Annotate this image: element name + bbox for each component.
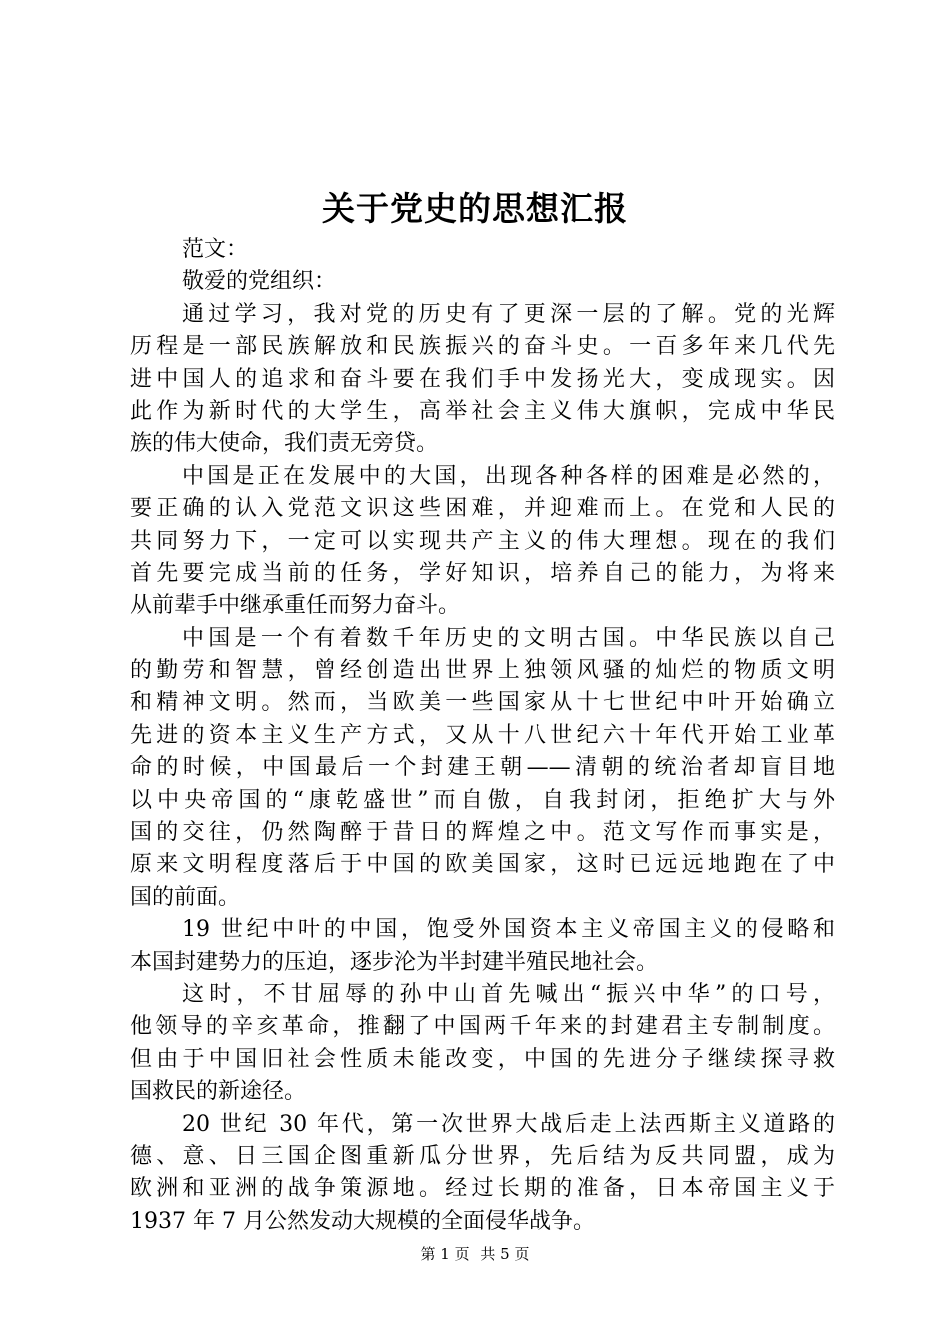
paragraph-line: 历程是一部民族解放和民族振兴的奋斗史。一百多年来几代先 <box>130 334 835 360</box>
paragraph-line: 国的交往，仍然陶醉于昔日的辉煌之中。范文写作而事实是， <box>130 820 835 846</box>
salutation-line: 敬爱的党组织： <box>182 269 337 295</box>
paragraph-line: 原来文明程度落后于中国的欧美国家，这时已远远地跑在了中 <box>130 852 835 878</box>
paragraph-line: 欧洲和亚洲的战争策源地。经过长期的准备，日本帝国主义于 <box>130 1176 835 1202</box>
document-body <box>130 234 835 1238</box>
document-title: 关于党史的思想汇报 <box>322 189 628 228</box>
page-number: 第 1 页 <box>420 1245 470 1263</box>
paragraph-line: 的勤劳和智慧，曾经创造出世界上独领风骚的灿烂的物质文明 <box>130 658 835 684</box>
paragraph-line: 命的时候，中国最后一个封建王朝——清朝的统治者却盲目地 <box>130 755 835 781</box>
paragraph-line: 以中央帝国的“康乾盛世”而自傲，自我封闭，拒绝扩大与外 <box>130 787 835 813</box>
paragraph-line: 这时，不甘屈辱的孙中山首先喊出“振兴中华”的口号， <box>182 981 835 1007</box>
page-footer <box>0 1244 950 1264</box>
paragraph-line: 国的前面。 <box>130 884 241 910</box>
paragraph-line: 20 世纪 30 年代，第一次世界大战后走上法西斯主义道路的 <box>182 1111 835 1137</box>
paragraph-line: 共同努力下，一定可以实现共产主义的伟大理想。现在的我们 <box>130 528 835 554</box>
paragraph-line: 中国是一个有着数千年历史的文明古国。中华民族以自己 <box>182 625 835 651</box>
paragraph-line: 本国封建势力的压迫，逐步沦为半封建半殖民地社会。 <box>130 949 659 975</box>
paragraph-line: 国救民的新途径。 <box>130 1079 307 1105</box>
paragraph-line: 族的伟大使命，我们责无旁贷。 <box>130 431 439 457</box>
paragraph-line: 但由于中国旧社会性质未能改变，中国的先进分子继续探寻救 <box>130 1046 835 1072</box>
paragraph-line: 先进的资本主义生产方式，又从十八世纪六十年代开始工业革 <box>130 722 835 748</box>
paragraph-line: 首先要完成当前的任务，学好知识，培养自己的能力，为将来 <box>130 560 835 586</box>
paragraph-line: 中国是正在发展中的大国，出现各种各样的困难是必然的， <box>182 463 835 489</box>
paragraph-line: 从前辈手中继承重任而努力奋斗。 <box>130 593 461 619</box>
paragraph-line: 1937 年 7 月公然发动大规模的全面侵华战争。 <box>130 1208 595 1234</box>
page-total: 共 5 页 <box>480 1245 530 1263</box>
paragraph-line: 进中国人的追求和奋斗要在我们手中发扬光大，变成现实。因 <box>130 366 835 392</box>
paragraph-line: 19 世纪中叶的中国，饱受外国资本主义帝国主义的侵略和 <box>182 917 835 943</box>
paragraph-line: 要正确的认入党范文识这些困难，并迎难而上。在党和人民的 <box>130 496 835 522</box>
paragraph-line: 通过学习，我对党的历史有了更深一层的了解。党的光辉 <box>182 301 835 327</box>
paragraph-line: 此作为新时代的大学生，高举社会主义伟大旗帜，完成中华民 <box>130 398 835 424</box>
paragraph-line: 他领导的辛亥革命，推翻了中国两千年来的封建君主专制制度。 <box>130 1014 835 1040</box>
salutation-line: 范文： <box>182 237 249 262</box>
paragraph-line: 和精神文明。然而，当欧美一些国家从十七世纪中叶开始确立 <box>130 690 835 716</box>
paragraph-line: 德、意、日三国企图重新瓜分世界，先后结为反共同盟，成为 <box>130 1143 835 1169</box>
